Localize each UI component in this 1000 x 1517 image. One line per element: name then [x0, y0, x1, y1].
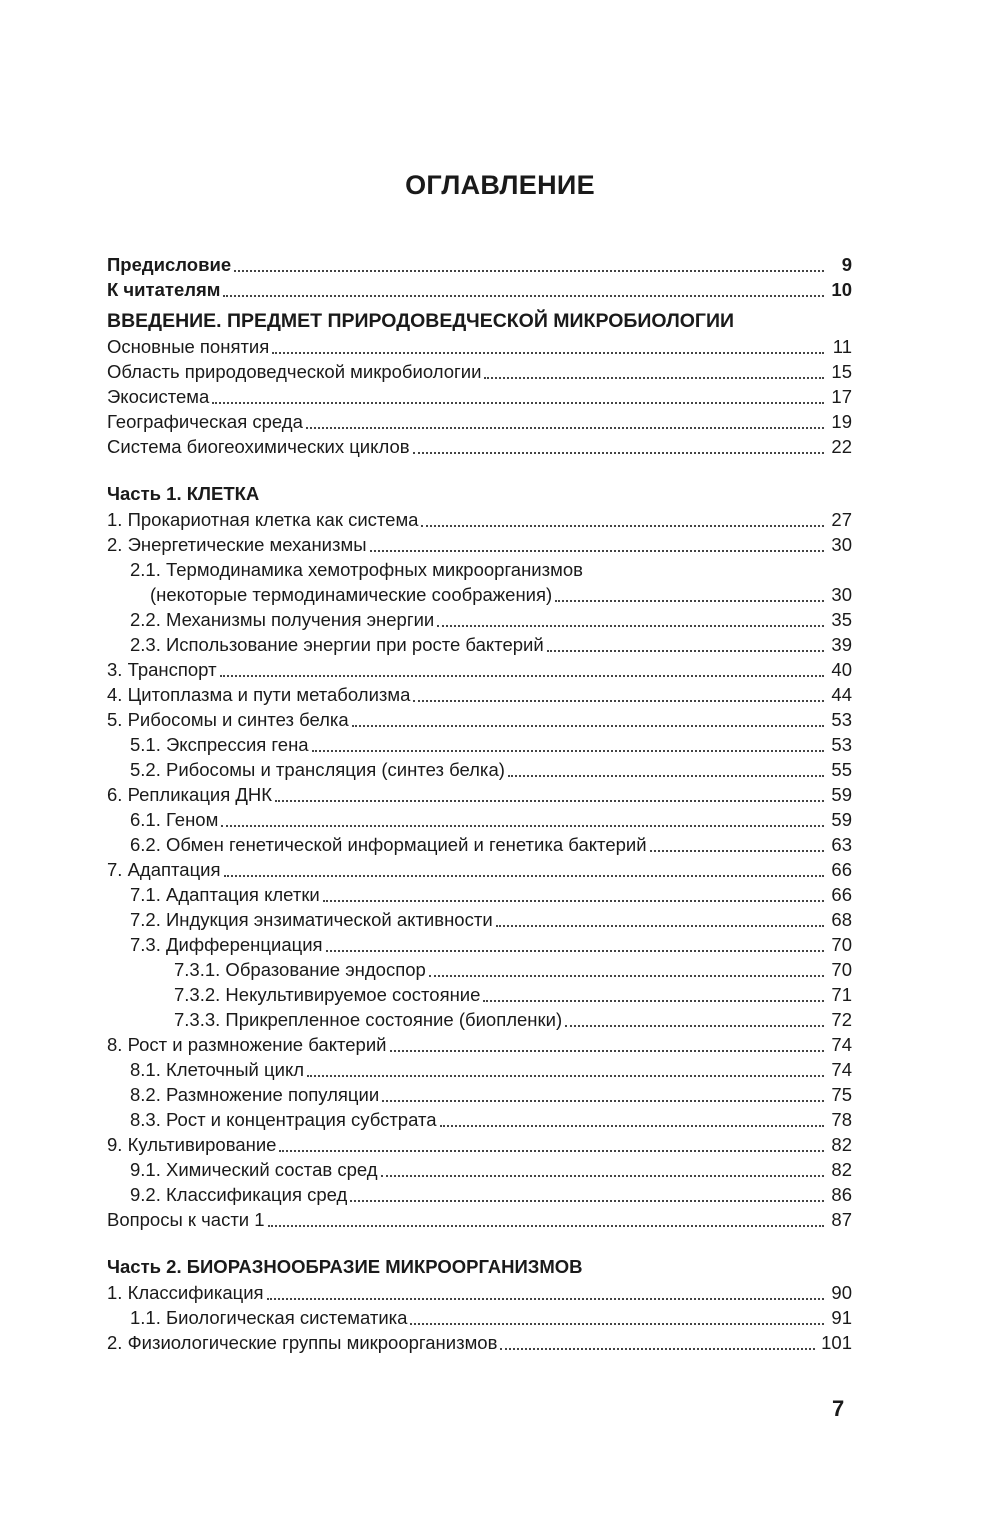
toc-entry-page: 90 [831, 1282, 852, 1303]
toc-entry[interactable] [107, 409, 852, 434]
toc-entry-text: 1.1. Биологическая систематика [130, 1307, 408, 1328]
toc-entry-text: 2. Энергетические механизмы [107, 534, 367, 555]
toc-entry[interactable] [107, 1330, 852, 1355]
leader-dots [381, 1175, 824, 1177]
toc-entry[interactable] [107, 1132, 852, 1157]
leader-dots [220, 675, 824, 677]
toc-entry-page: 10 [831, 279, 852, 300]
toc-entry-text: 9.2. Классификация сред [130, 1184, 348, 1205]
toc-entry-text: 9.1. Химический состав сред [130, 1159, 378, 1180]
toc-entry[interactable] [107, 982, 852, 1007]
toc-entry-text: 6.2. Обмен генетической информацией и генетика бактерий [130, 834, 647, 855]
toc-entry[interactable] [107, 607, 852, 632]
leader-dots [500, 1348, 815, 1350]
toc-entry-page: 15 [831, 361, 852, 382]
toc-entry[interactable] [107, 1057, 852, 1082]
leader-dots [307, 1075, 824, 1077]
toc-entry-page: 27 [831, 509, 852, 530]
toc-entry-text: Основные понятия [107, 336, 270, 357]
toc-entry[interactable] [107, 657, 852, 682]
leader-dots [268, 1225, 824, 1227]
toc-entry[interactable] [107, 582, 852, 607]
toc-entry-page: 70 [831, 934, 852, 955]
toc-entry-text: 1. Прокариотная клетка как система [107, 509, 419, 530]
toc-entry-text: 1. Классификация [107, 1282, 264, 1303]
toc-entry-text: 8.1. Клеточный цикл [130, 1059, 305, 1080]
toc-entry[interactable] [107, 632, 852, 657]
toc-entry-page: 39 [831, 634, 852, 655]
toc-entry[interactable] [107, 1107, 852, 1132]
toc-entry-page: 70 [831, 959, 852, 980]
leader-dots [547, 650, 824, 652]
leader-dots [272, 352, 824, 354]
toc-entry-page: 66 [831, 884, 852, 905]
toc-entry-text: Система биогеохимических циклов [107, 436, 410, 457]
leader-dots [496, 925, 824, 927]
toc-entry-page: 44 [831, 684, 852, 705]
toc-entry-page: 74 [831, 1059, 852, 1080]
spacer [107, 1232, 852, 1254]
toc-entry-page: 35 [831, 609, 852, 630]
leader-dots [413, 700, 824, 702]
toc-entry-text: 7.3.2. Некультивируемое состояние [174, 984, 481, 1005]
toc-entry-text: 7.2. Индукция энзиматической активности [130, 909, 493, 930]
leader-dots [326, 950, 824, 952]
page-title: ОГЛАВЛЕНИЕ [405, 170, 595, 200]
toc-entry-text: 3. Транспорт [107, 659, 217, 680]
toc-entry[interactable] [107, 1305, 852, 1330]
leader-dots [212, 402, 824, 404]
toc-entry-text: Экосистема [107, 386, 210, 407]
toc-entry[interactable] [107, 532, 852, 557]
toc-entry[interactable] [107, 907, 852, 932]
leader-dots [413, 452, 824, 454]
toc-entry-page: 71 [831, 984, 852, 1005]
toc-entry-page: 59 [831, 809, 852, 830]
leader-dots [224, 875, 824, 877]
section-heading-part2: Часть 2. БИОРАЗНООБРАЗИЕ МИКРООРГАНИЗМОВ [107, 1256, 583, 1277]
toc-entry[interactable] [107, 1280, 852, 1305]
toc-entry[interactable] [107, 957, 852, 982]
toc-entry-page: 22 [831, 436, 852, 457]
toc-entry-text: 8.3. Рост и концентрация субстрата [130, 1109, 437, 1130]
toc-entry-page: 30 [831, 534, 852, 555]
toc-entry[interactable] [107, 882, 852, 907]
toc-entry[interactable] [107, 857, 852, 882]
toc-entry-page: 68 [831, 909, 852, 930]
toc-entry[interactable] [107, 782, 852, 807]
toc-entry[interactable] [107, 434, 852, 459]
toc-entry-text: 8. Рост и размножение бактерий [107, 1034, 387, 1055]
toc-entry-page: 101 [821, 1332, 852, 1353]
table-of-contents [107, 252, 852, 1355]
toc-entry[interactable] [107, 507, 852, 532]
toc-entry-page: 66 [831, 859, 852, 880]
leader-dots [223, 295, 824, 297]
toc-entry-page: 53 [831, 709, 852, 730]
leader-dots [565, 1025, 824, 1027]
toc-entry[interactable] [107, 932, 852, 957]
toc-entry[interactable] [107, 384, 852, 409]
toc-entry-text: Географическая среда [107, 411, 303, 432]
toc-entry-text: 8.2. Размножение популяции [130, 1084, 380, 1105]
leader-dots [390, 1050, 824, 1052]
section-heading-intro: ВВЕДЕНИЕ. ПРЕДМЕТ ПРИРОДОВЕДЧЕСКОЙ МИКРОБИОЛОГИИ [107, 310, 735, 332]
leader-dots [323, 900, 824, 902]
leader-dots [440, 1125, 824, 1127]
toc-entry-page: 91 [831, 1307, 852, 1328]
toc-entry[interactable] [107, 1082, 852, 1107]
toc-entry-text: 7.3.3. Прикрепленное состояние (биопленки) [174, 1009, 563, 1030]
toc-entry-page: 87 [831, 1209, 852, 1230]
toc-entry[interactable] [107, 807, 852, 832]
toc-entry-text: 2.3. Использование энергии при росте бактерий [130, 634, 544, 655]
toc-entry-text: 4. Цитоплазма и пути метаболизма [107, 684, 411, 705]
toc-entry-page: 74 [831, 1034, 852, 1055]
toc-entry-text: Предисловие [107, 254, 232, 275]
leader-dots [483, 1000, 824, 1002]
toc-entry-page: 82 [831, 1159, 852, 1180]
leader-dots [352, 725, 824, 727]
leader-dots [508, 775, 824, 777]
toc-entry-page: 17 [831, 386, 852, 407]
toc-entry-text: Область природоведческой микробиологии [107, 361, 482, 382]
toc-entry-page: 72 [831, 1009, 852, 1030]
toc-entry-text: 2.2. Механизмы получения энергии [130, 609, 435, 630]
toc-entry-text: 5.2. Рибосомы и трансляция (синтез белка) [130, 759, 505, 780]
leader-dots [555, 600, 824, 602]
toc-entry-text: 6. Репликация ДНК [107, 784, 273, 805]
leader-dots [275, 800, 824, 802]
toc-entry[interactable] [107, 1157, 852, 1182]
leader-dots [382, 1100, 824, 1102]
leader-dots [484, 377, 824, 379]
toc-entry-text: 6.1. Геном [130, 809, 219, 830]
toc-entry-page: 9 [841, 254, 852, 275]
toc-entry-text: (некоторые термодинамические соображения) [150, 584, 553, 605]
toc-entry-text: Вопросы к части 1 [107, 1209, 265, 1230]
toc-entry-page: 19 [831, 411, 852, 432]
toc-entry-text: 5. Рибосомы и синтез белка [107, 709, 349, 730]
leader-dots [306, 427, 824, 429]
toc-entry[interactable] [107, 1207, 852, 1232]
toc-entry[interactable] [107, 682, 852, 707]
toc-entry-text: 7.3.1. Образование эндоспор [174, 959, 426, 980]
toc-entry-text: 7.3. Дифференциация [130, 934, 323, 955]
page-number: 7 [832, 1396, 845, 1421]
toc-entry-text: 7.1. Адаптация клетки [130, 884, 320, 905]
toc-entry-text: 2. Физиологические группы микроорганизмов [107, 1332, 498, 1353]
toc-entry[interactable] [107, 732, 852, 757]
toc-entry-page: 55 [831, 759, 852, 780]
leader-dots [429, 975, 824, 977]
toc-entry[interactable] [107, 832, 852, 857]
toc-entry-page: 53 [831, 734, 852, 755]
toc-entry[interactable] [107, 1032, 852, 1057]
toc-entry[interactable] [107, 359, 852, 384]
toc-entry-text: 9. Культивирование [107, 1134, 277, 1155]
toc-entry-page: 78 [831, 1109, 852, 1130]
spacer [107, 459, 852, 481]
leader-dots [650, 850, 824, 852]
toc-entry-line[interactable]: 2.1. Термодинамика хемотрофных микроорганизмов [130, 559, 583, 580]
leader-dots [421, 525, 824, 527]
leader-dots [221, 825, 824, 827]
leader-dots [279, 1150, 824, 1152]
toc-entry-page: 30 [831, 584, 852, 605]
leader-dots [370, 550, 825, 552]
toc-entry-page: 82 [831, 1134, 852, 1155]
leader-dots [267, 1298, 824, 1300]
toc-entry-page: 59 [831, 784, 852, 805]
toc-entry-page: 86 [831, 1184, 852, 1205]
toc-entry[interactable] [107, 757, 852, 782]
toc-entry-preface[interactable] [107, 252, 852, 277]
toc-entry-page: 40 [831, 659, 852, 680]
leader-dots [410, 1323, 824, 1325]
section-heading-part1: Часть 1. КЛЕТКА [107, 483, 260, 504]
leader-dots [312, 750, 824, 752]
leader-dots [437, 625, 824, 627]
leader-dots [350, 1200, 824, 1202]
toc-entry-page: 63 [831, 834, 852, 855]
toc-entry[interactable] [107, 1007, 852, 1032]
toc-entry-text: К читателям [107, 279, 221, 300]
toc-entry[interactable] [107, 707, 852, 732]
toc-entry-text: 7. Адаптация [107, 859, 221, 880]
toc-entry-page: 11 [832, 336, 852, 357]
toc-entry[interactable] [107, 1182, 852, 1207]
toc-entry[interactable] [107, 334, 852, 359]
toc-entry-to-readers[interactable] [107, 277, 852, 302]
leader-dots [234, 270, 824, 272]
toc-entry-text: 5.1. Экспрессия гена [130, 734, 309, 755]
toc-entry-page: 75 [831, 1084, 852, 1105]
